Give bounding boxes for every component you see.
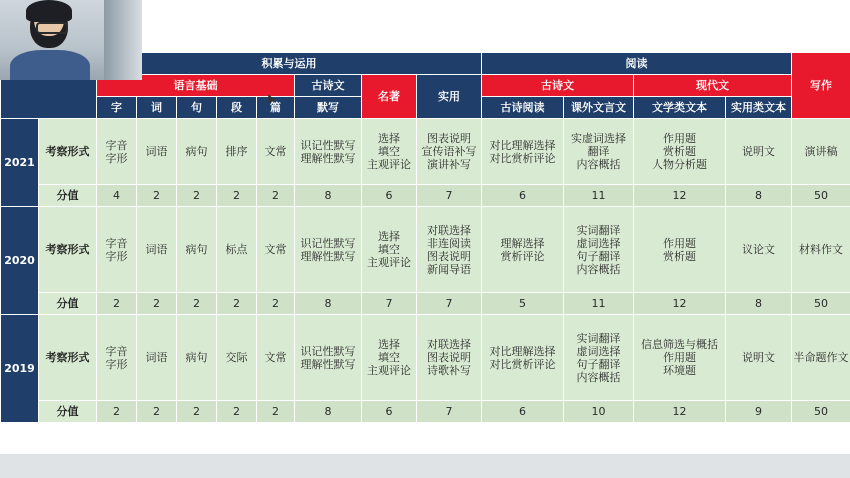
score-cell: 2: [177, 185, 217, 207]
score-cell: 12: [634, 185, 726, 207]
row-label-form: 考察形式: [39, 119, 97, 185]
header-modern: 现代文: [634, 75, 792, 97]
score-cell: 11: [564, 293, 634, 315]
score-cell: 8: [726, 293, 792, 315]
form-cell: 词语: [137, 119, 177, 185]
score-cell: 2: [97, 293, 137, 315]
header-classics: 名著: [362, 75, 417, 119]
row-label-form: 考察形式: [39, 315, 97, 401]
form-cell: 识记性默写 理解性默写: [295, 207, 362, 293]
score-cell: 7: [417, 401, 482, 423]
score-cell: 5: [482, 293, 564, 315]
score-cell: 10: [564, 401, 634, 423]
row-label-score: 分值: [39, 185, 97, 207]
sub-dictation: 默写: [295, 97, 362, 119]
sub-sentence: 句: [177, 97, 217, 119]
form-cell: 半命题作文: [792, 315, 850, 401]
sub-practical-text: 实用类文本: [726, 97, 792, 119]
header-practical: 实用: [417, 75, 482, 119]
sub-word: 词: [137, 97, 177, 119]
form-cell: 演讲稿: [792, 119, 850, 185]
header-ancient-poetry-reading: 古诗文: [482, 75, 634, 97]
form-cell: 图表说明 宣传语补写 演讲补写: [417, 119, 482, 185]
score-cell: 6: [482, 401, 564, 423]
form-cell: 材料作文: [792, 207, 850, 293]
score-cell: 2: [257, 401, 295, 423]
sub-char: 字: [97, 97, 137, 119]
score-cell: 2: [217, 293, 257, 315]
form-cell: 理解选择 赏析评论: [482, 207, 564, 293]
score-cell: 6: [362, 185, 417, 207]
sub-paragraph: 段: [217, 97, 257, 119]
score-cell: 12: [634, 293, 726, 315]
score-cell: 7: [362, 293, 417, 315]
exam-table: [0, 52, 850, 423]
player-area: [0, 454, 850, 478]
score-cell: 4: [97, 185, 137, 207]
score-cell: 7: [417, 185, 482, 207]
form-cell: 选择 填空 主观评论: [362, 119, 417, 185]
form-cell: 字音 字形: [97, 207, 137, 293]
webcam-background: [104, 0, 142, 80]
form-cell: 字音 字形: [97, 119, 137, 185]
form-cell: 对比理解选择 对比赏析评论: [482, 119, 564, 185]
year-2020: 2020: [1, 207, 39, 315]
form-cell: 对比理解选择 对比赏析评论: [482, 315, 564, 401]
sub-ancient-poetry-reading: 古诗阅读: [482, 97, 564, 119]
form-cell: 文常: [257, 207, 295, 293]
row-label-form: 考察形式: [39, 207, 97, 293]
form-cell: 交际: [217, 315, 257, 401]
score-cell: 50: [792, 185, 850, 207]
form-cell: 识记性默写 理解性默写: [295, 315, 362, 401]
score-cell: 2: [137, 185, 177, 207]
score-cell: 6: [362, 401, 417, 423]
form-cell: 文常: [257, 119, 295, 185]
header-language-basics: 语言基础: [97, 75, 295, 97]
score-cell: 2: [137, 293, 177, 315]
score-cell: 8: [295, 293, 362, 315]
form-cell: 字音 字形: [97, 315, 137, 401]
form-cell: 实词翻译 虚词选择 句子翻译 内容概括: [564, 207, 634, 293]
row-label-score: 分值: [39, 401, 97, 423]
form-cell: 排序: [217, 119, 257, 185]
header-reading: 阅读: [482, 53, 792, 75]
form-cell: 文常: [257, 315, 295, 401]
form-cell: 病句: [177, 315, 217, 401]
score-cell: 2: [177, 293, 217, 315]
form-cell: 议论文: [726, 207, 792, 293]
score-cell: 8: [726, 185, 792, 207]
slide-bottom-margin: [0, 432, 850, 454]
form-cell: 词语: [137, 315, 177, 401]
sub-article: 篇: [257, 97, 295, 119]
sub-literary-text: 文学类文本: [634, 97, 726, 119]
score-cell: 11: [564, 185, 634, 207]
score-cell: 50: [792, 401, 850, 423]
form-cell: 信息筛选与概括 作用题 环境题: [634, 315, 726, 401]
score-cell: 2: [177, 401, 217, 423]
year-2021: 2021: [1, 119, 39, 207]
form-cell: 作用题 赏析题: [634, 207, 726, 293]
score-cell: 50: [792, 293, 850, 315]
presenter-glasses: [36, 22, 68, 34]
form-cell: 标点: [217, 207, 257, 293]
sub-classical-chinese: 课外文言文: [564, 97, 634, 119]
form-cell: 病句: [177, 119, 217, 185]
form-cell: 说明文: [726, 119, 792, 185]
score-cell: 2: [137, 401, 177, 423]
presenter-hair: [26, 0, 72, 22]
score-cell: 2: [217, 401, 257, 423]
score-cell: 8: [295, 401, 362, 423]
score-cell: 9: [726, 401, 792, 423]
score-cell: 6: [482, 185, 564, 207]
form-cell: 实虚词选择 翻译 内容概括: [564, 119, 634, 185]
form-cell: 说明文: [726, 315, 792, 401]
score-cell: 8: [295, 185, 362, 207]
score-cell: 2: [257, 293, 295, 315]
form-cell: 作用题 赏析题 人物分析题: [634, 119, 726, 185]
form-cell: 实词翻译 虚词选择 句子翻译 内容概括: [564, 315, 634, 401]
presenter-body: [10, 50, 90, 80]
header-accumulation: 积累与运用: [97, 53, 482, 75]
row-label-score: 分值: [39, 293, 97, 315]
score-cell: 2: [217, 185, 257, 207]
header-writing: 写作: [792, 53, 850, 119]
score-cell: 2: [257, 185, 295, 207]
form-cell: 词语: [137, 207, 177, 293]
header-ancient-poetry: 古诗文: [295, 75, 362, 97]
form-cell: 对联选择 图表说明 诗歌补写: [417, 315, 482, 401]
year-2019: 2019: [1, 315, 39, 423]
webcam-overlay: [0, 0, 142, 80]
form-cell: 识记性默写 理解性默写: [295, 119, 362, 185]
score-cell: 7: [417, 293, 482, 315]
score-cell: 2: [97, 401, 137, 423]
form-cell: 选择 填空 主观评论: [362, 207, 417, 293]
score-cell: 12: [634, 401, 726, 423]
form-cell: 选择 填空 主观评论: [362, 315, 417, 401]
form-cell: 对联选择 非连阅读 图表说明 新闻导语: [417, 207, 482, 293]
form-cell: 病句: [177, 207, 217, 293]
